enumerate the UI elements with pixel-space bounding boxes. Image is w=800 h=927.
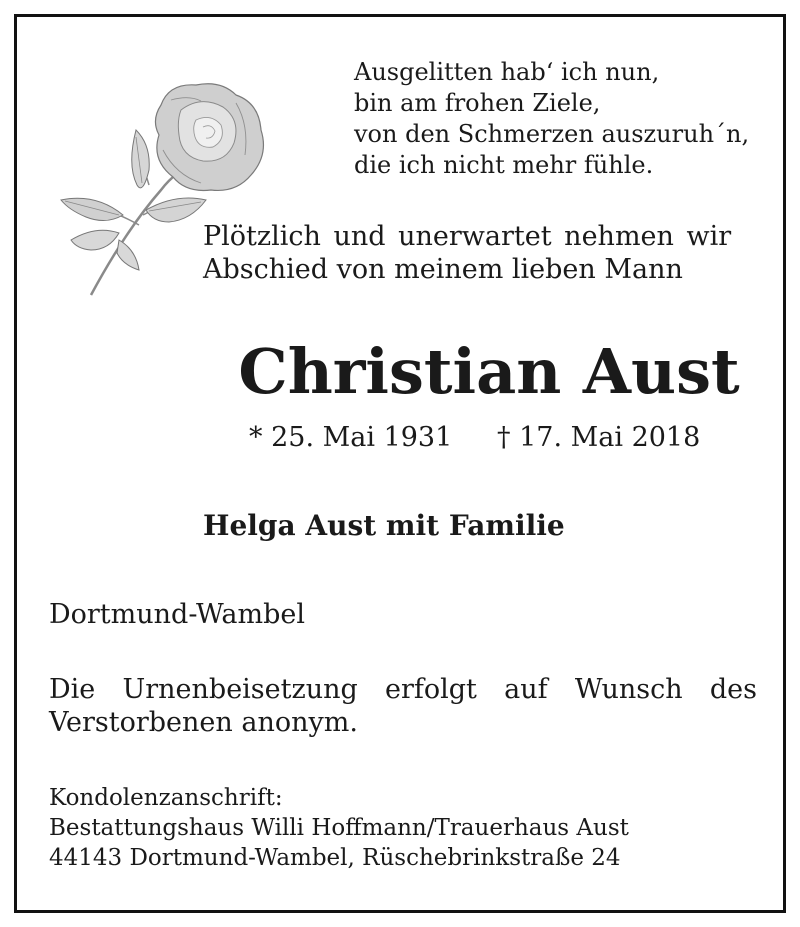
intro-line: Plötzlich und unerwartet nehmen wir xyxy=(203,221,732,252)
condolence-line: Bestattungshaus Willi Hoffmann/Trauerhaus Aust xyxy=(49,815,629,841)
mourners: Helga Aust mit Familie xyxy=(203,509,565,542)
condolence-address xyxy=(49,783,769,873)
burial-line: Die Urnenbeisetzung erfolgt auf Wunsch des xyxy=(49,674,757,705)
intro-line: Abschied von meinem lieben Mann xyxy=(203,254,683,285)
intro-text xyxy=(203,220,769,286)
deceased-name: Christian Aust xyxy=(238,335,740,408)
poem-line: von den Schmerzen auszuruh´n, xyxy=(354,120,750,148)
burial-line: Verstorbenen anonym. xyxy=(49,707,358,738)
condolence-line: 44143 Dortmund-Wambel, Rüschebrinkstraße 24 xyxy=(49,845,621,871)
burial-note xyxy=(49,673,757,739)
birth-date: * 25. Mai 1931 xyxy=(249,422,453,453)
poem-line: die ich nicht mehr fühle. xyxy=(354,151,654,179)
poem xyxy=(354,57,774,181)
obituary-frame xyxy=(14,14,786,913)
poem-line: bin am frohen Ziele, xyxy=(354,89,601,117)
death-date: † 17. Mai 2018 xyxy=(497,422,701,453)
condolence-label: Kondolenzanschrift: xyxy=(49,785,283,811)
poem-line: Ausgelitten hab‘ ich nun, xyxy=(354,58,660,86)
place: Dortmund-Wambel xyxy=(49,599,305,630)
